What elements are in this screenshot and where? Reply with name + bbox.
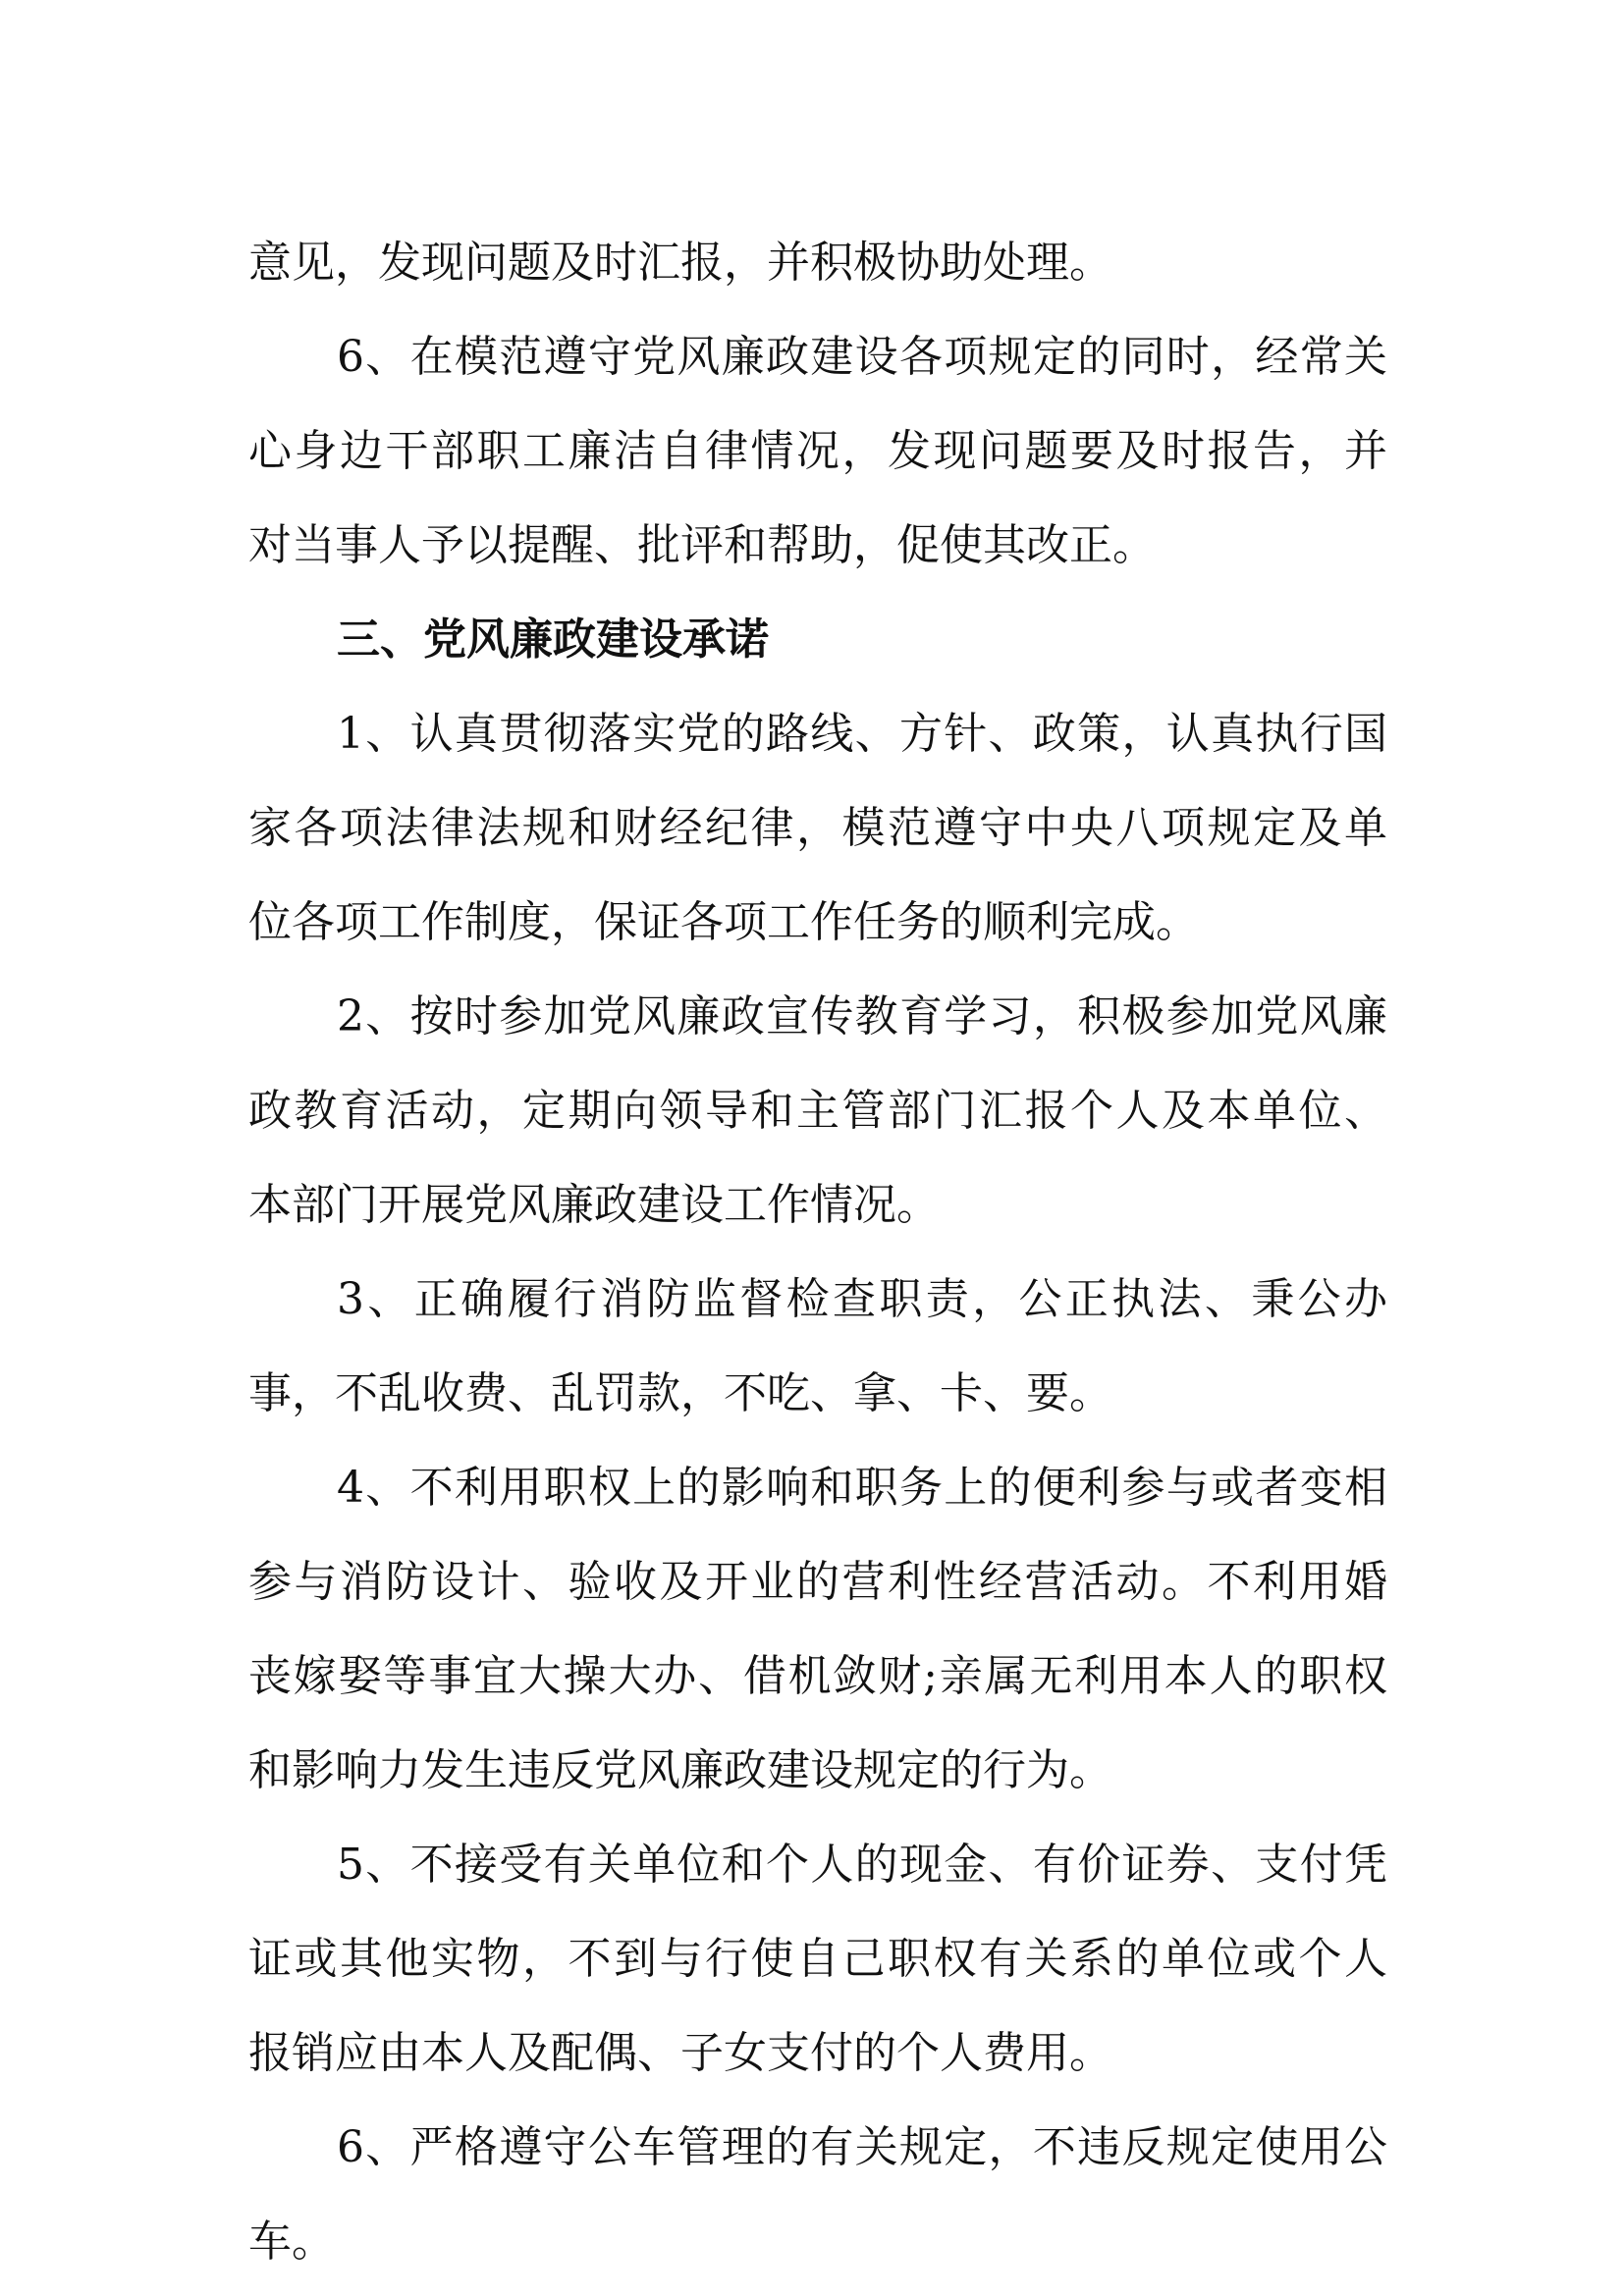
text-line: 事，不乱收费、乱罚款，不吃、拿、卡、要。 <box>248 1368 1112 1418</box>
item-1-line: 1、认真贯彻落实党的路线、方针、政策，认真执行国 <box>337 709 1387 759</box>
text-line: 丧嫁娶等事宜大操大办、借机敛财;亲属无利用本人的职权 <box>248 1651 1387 1701</box>
item-6b-line: 6、严格遵守公车管理的有关规定，不违反规定使用公 <box>337 2122 1387 2172</box>
text-line: 政教育活动，定期向领导和主管部门汇报个人及本单位、 <box>248 1086 1387 1136</box>
text-line: 本部门开展党风廉政建设工作情况。 <box>248 1180 940 1230</box>
text-line: 车。 <box>248 2216 335 2267</box>
text-line: 报销应由本人及配偶、子女支付的个人费用。 <box>248 2028 1112 2078</box>
item-6-line: 6、在模范遵守党风廉政建设各项规定的同时，经常关 <box>337 332 1387 382</box>
item-2-line: 2、按时参加党风廉政宣传教育学习，积极参加党风廉 <box>337 991 1387 1041</box>
text-line: 对当事人予以提醒、批评和帮助，促使其改正。 <box>248 520 1156 570</box>
text-line: 和影响力发生违反党风廉政建设规定的行为。 <box>248 1745 1112 1795</box>
item-5-line: 5、不接受有关单位和个人的现金、有价证券、支付凭 <box>337 1840 1387 1890</box>
item-4-line: 4、不利用职权上的影响和职务上的便利参与或者变相 <box>337 1463 1387 1513</box>
item-3-line: 3、正确履行消防监督检查职责，公正执法、秉公办 <box>337 1274 1387 1324</box>
text-line: 证或其他实物，不到与行使自己职权有关系的单位或个人 <box>248 1934 1387 1984</box>
text-line: 心身边干部职工廉洁自律情况，发现问题要及时报告，并 <box>248 426 1387 476</box>
section-heading: 三、党风廉政建设承诺 <box>337 614 769 665</box>
text-line: 家各项法律法规和财经纪律，模范遵守中央八项规定及单 <box>248 803 1387 853</box>
text-line: 位各项工作制度，保证各项工作任务的顺利完成。 <box>248 897 1199 947</box>
text-line: 意见，发现问题及时汇报，并积极协助处理。 <box>248 238 1112 288</box>
text-line: 参与消防设计、验收及开业的营利性经营活动。不利用婚 <box>248 1557 1387 1607</box>
